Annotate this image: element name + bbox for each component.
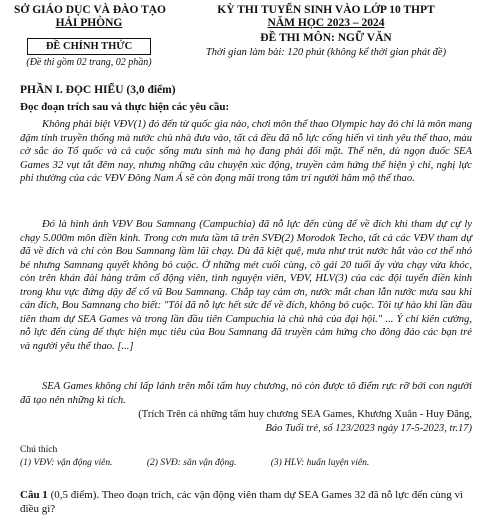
- citation-line-1: (Trích Trên cả những tấm huy chương SEA Games, Khương Xuân - Huy Đăng,: [138, 409, 472, 420]
- question-label: Câu 1: [20, 489, 48, 501]
- passage-paragraph-2: Đó là hình ảnh VĐV Bou Samnang (Campuchia) đã nỗ lực đến cùng để về đích khi tham dự cự ly chạy 5.000m môn điền kinh. Trong cơn mưa tầm tã trên SVĐ(2) Morodok Techo, tất cả các VĐV tham dự đã về đích và chỉ còn Bou Samnang lầm lũi chạy. Dù đã kiệt quệ, mưa như trút nước hắt vào cơ thể nhỏ bé nhưng Samnang quyết không bỏ cuộc. Ở những mét cuối cùng, cô gái 20 tuổi ấy vừa chạy vừa khóc, còn trên khán đài hàng trăm cổ động viên, tình nguyện viên, VĐV, HLV(3) của các đội tuyển điền kinh trong khu vực đứng dậy để cổ vũ Bou Samnang. Chắp tay cảm ơn, nước mắt chan lẫn nước mưa sau khi cán đích, Bou Samnang cho biết: "Tôi đã nỗ lực hết sức để về đích, không bỏ cuộc. Tôi tự hào khi lần đầu tiên tham dự SEA Games và trong lần đầu tiên Campuchia là chủ nhà của đại hội." ... Ý chí kiên cường, nỗ lực đến cùng để thực hiện mục tiêu của Bou Samnang đã truyền cảm hứng cho đông đảo các bạn trẻ và người yêu thể thao. [...]: [20, 219, 472, 352]
- passage-paragraph-1: Không phải biệt VĐV(1) đó đến từ quốc gia nào, chơi môn thể thao Olympic hay đó chỉ là môn mang đậm tính truyền thống mà nước chủ nhà đưa vào, tất cả đều đã nỗ lực cống hiến vì tình yêu thể thao, màu cờ sắc áo Tổ quốc và cả cuộc sống mưu sinh mà họ đang phải đối mặt. Thể nên, dù ngọn đuốc SEA Games 32 vụt tắt đêm nay, nhưng những câu chuyện xúc động, truyền cảm hứng thể hiện ý chí, nghị lực phi thường của các VĐV Đông Nam Á sẽ còn đọng mãi trong tâm trí người hâm mộ thể thao.: [20, 119, 472, 184]
- note-2: (2) SVĐ: sân vận động.: [146, 458, 237, 468]
- school-year: NĂM HỌC 2023 – 2024: [267, 17, 385, 29]
- note-3: (3) HLV: huấn luyện viên.: [270, 458, 370, 468]
- department-name: SỞ GIÁO DỤC VÀ ĐÀO TẠO: [14, 4, 166, 16]
- note-1: (1) VĐV: vận động viên.: [20, 458, 113, 468]
- question-1: [20, 488, 472, 516]
- section-instruction: Đọc đoạn trích sau và thực hiện các yêu cầu:: [20, 101, 230, 113]
- exam-title: KỲ THI TUYỂN SINH VÀO LỚP 10 THPT: [217, 4, 435, 16]
- city-name: HẢI PHÒNG: [55, 17, 123, 29]
- question-points: (0,5 điểm).: [50, 489, 100, 501]
- section-title: PHẦN I. ĐỌC HIỂU (3,0 điểm): [20, 84, 176, 96]
- notes-title: Chú thích: [20, 445, 58, 455]
- subject: ĐỀ THI MÔN: NGỮ VĂN: [260, 32, 392, 44]
- header-left: [14, 4, 164, 68]
- header-right: [176, 4, 476, 58]
- notes-list: [20, 458, 401, 468]
- question-text: Theo đoạn trích, các vận động viên tham dự SEA Games 32 đã nỗ lực đến cùng vì điều gì?: [20, 489, 464, 515]
- official-stamp: ĐỀ CHÍNH THỨC: [27, 38, 151, 55]
- pages-note: (Đề thi gồm 02 trang, 02 phần): [26, 57, 152, 68]
- citation-line-2: Báo Tuổi trẻ, số 123/2023 ngày 17-5-2023, tr.17): [265, 423, 472, 434]
- time-note: Thời gian làm bài: 120 phút (không kể thời gian phát đề): [205, 47, 447, 58]
- passage-paragraph-3: SEA Games không chỉ lấp lánh trên mỗi tấm huy chương, nó còn được tô điểm rực rỡ bởi con người đã tạo nên những kì tích.: [20, 381, 472, 406]
